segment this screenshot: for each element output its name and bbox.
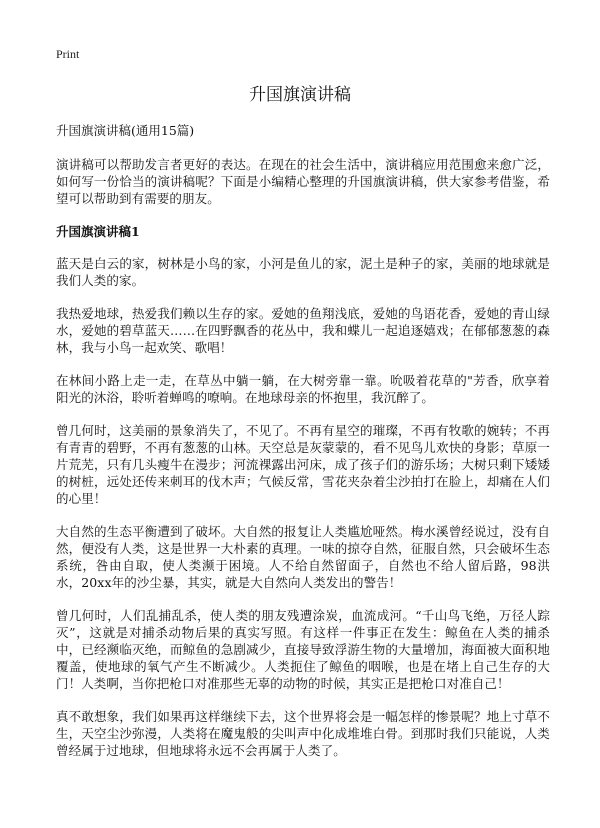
document-subtitle: 升国旗演讲稿(通用15篇) (56, 123, 195, 138)
body-paragraph: 真不敢想象，我们如果再这样继续下去，这个世界将会是一幅怎样的惨景呢？地上寸草不生，天空尘沙弥漫，人类将在魔鬼般的尖叫声中化成堆堆白骨。到那时我们只能说，人类曾经属于过地球，但地球将永远不会再属于人类了。 (56, 709, 550, 758)
body-paragraph: 在林间小路上走一走，在草丛中躺一躺，在大树旁靠一靠。吮吸着花草的"芳香，欣享着阳光的沐浴，聆听着蝉鸣的嘹响。在地球母亲的怀抱里，我沉醉了。 (56, 373, 550, 405)
document-body (56, 122, 550, 775)
body-paragraph: 曾几何时，这美丽的景象消失了，不见了。不再有星空的璀璨，不再有牧歌的婉转；不再有青青的碧野，不再有葱葱的山林。天空总是灰蒙蒙的，看不见鸟儿欢快的身影；草原一片荒芜，只有几头瘦牛在漫步；河流裸露出河床，成了孩子们的游乐场；大树只剩下矮矮的树桩，远处还传来刺耳的伐木声；气候反常，雪花夹杂着尘沙拍打在脸上，却痛在人们的心里！ (56, 423, 550, 506)
body-paragraph: 曾几何时，人们乱捕乱杀，使人类的朋友残遭涂炭，血流成河。“千山鸟飞绝，万径人踪灭”，这就是对捕杀动物后果的真实写照。有这样一件事正在发生：鲸鱼在人类的捕杀中，已经濒临灭绝，而鲸鱼的急剧减少，直接导致浮游生物的大量增加，海面被大面积地覆盖，使地球的氧气产生不断减少。人类扼住了鲸鱼的咽喉，也是在堵上自己生存的大门！人类啊，当你把枪口对准那些无辜的动物的时候，其实正是把枪口对准自己！ (56, 608, 550, 691)
body-paragraph: 蓝天是白云的家，树林是小鸟的家，小河是鱼儿的家，泥土是种子的家，美丽的地球就是我们人类的家。 (56, 256, 550, 288)
body-paragraph: 大自然的生态平衡遭到了破坏。大自然的报复让人类尴尬哑然。梅水溪曾经说过，没有自然，便没有人类，这是世界一大朴素的真理。一味的掠夺自然，征服自然，只会破坏生态系统，咎由自取，使人类濒于困境。人不给自然留面子，自然也不给人留后路，98洪水，20xx年的沙尘暴，其实，就是大自然向人类发出的警告！ (56, 524, 550, 590)
section-heading: 升国旗演讲稿1 (56, 224, 140, 239)
print-link[interactable]: Print (56, 47, 80, 61)
intro-paragraph: 演讲稿可以帮助发言者更好的表达。在现在的社会生活中，演讲稿应用范围愈来愈广泛，如何写一份恰当的演讲稿呢？下面是小编精心整理的升国旗演讲稿，供大家参考借鉴，希望可以帮助到有需要的朋友。 (56, 157, 550, 206)
body-paragraph: 我热爱地球，热爱我们赖以生存的家。爱她的鱼翔浅底，爱她的鸟语花香，爱她的青山绿水，爱她的碧草蓝天……在四野飘香的花丛中，我和蝶儿一起追逐嬉戏；在郁郁葱葱的森林，我与小鸟一起欢笑、歌唱！ (56, 306, 550, 355)
document-title: 升国旗演讲稿 (249, 85, 351, 105)
